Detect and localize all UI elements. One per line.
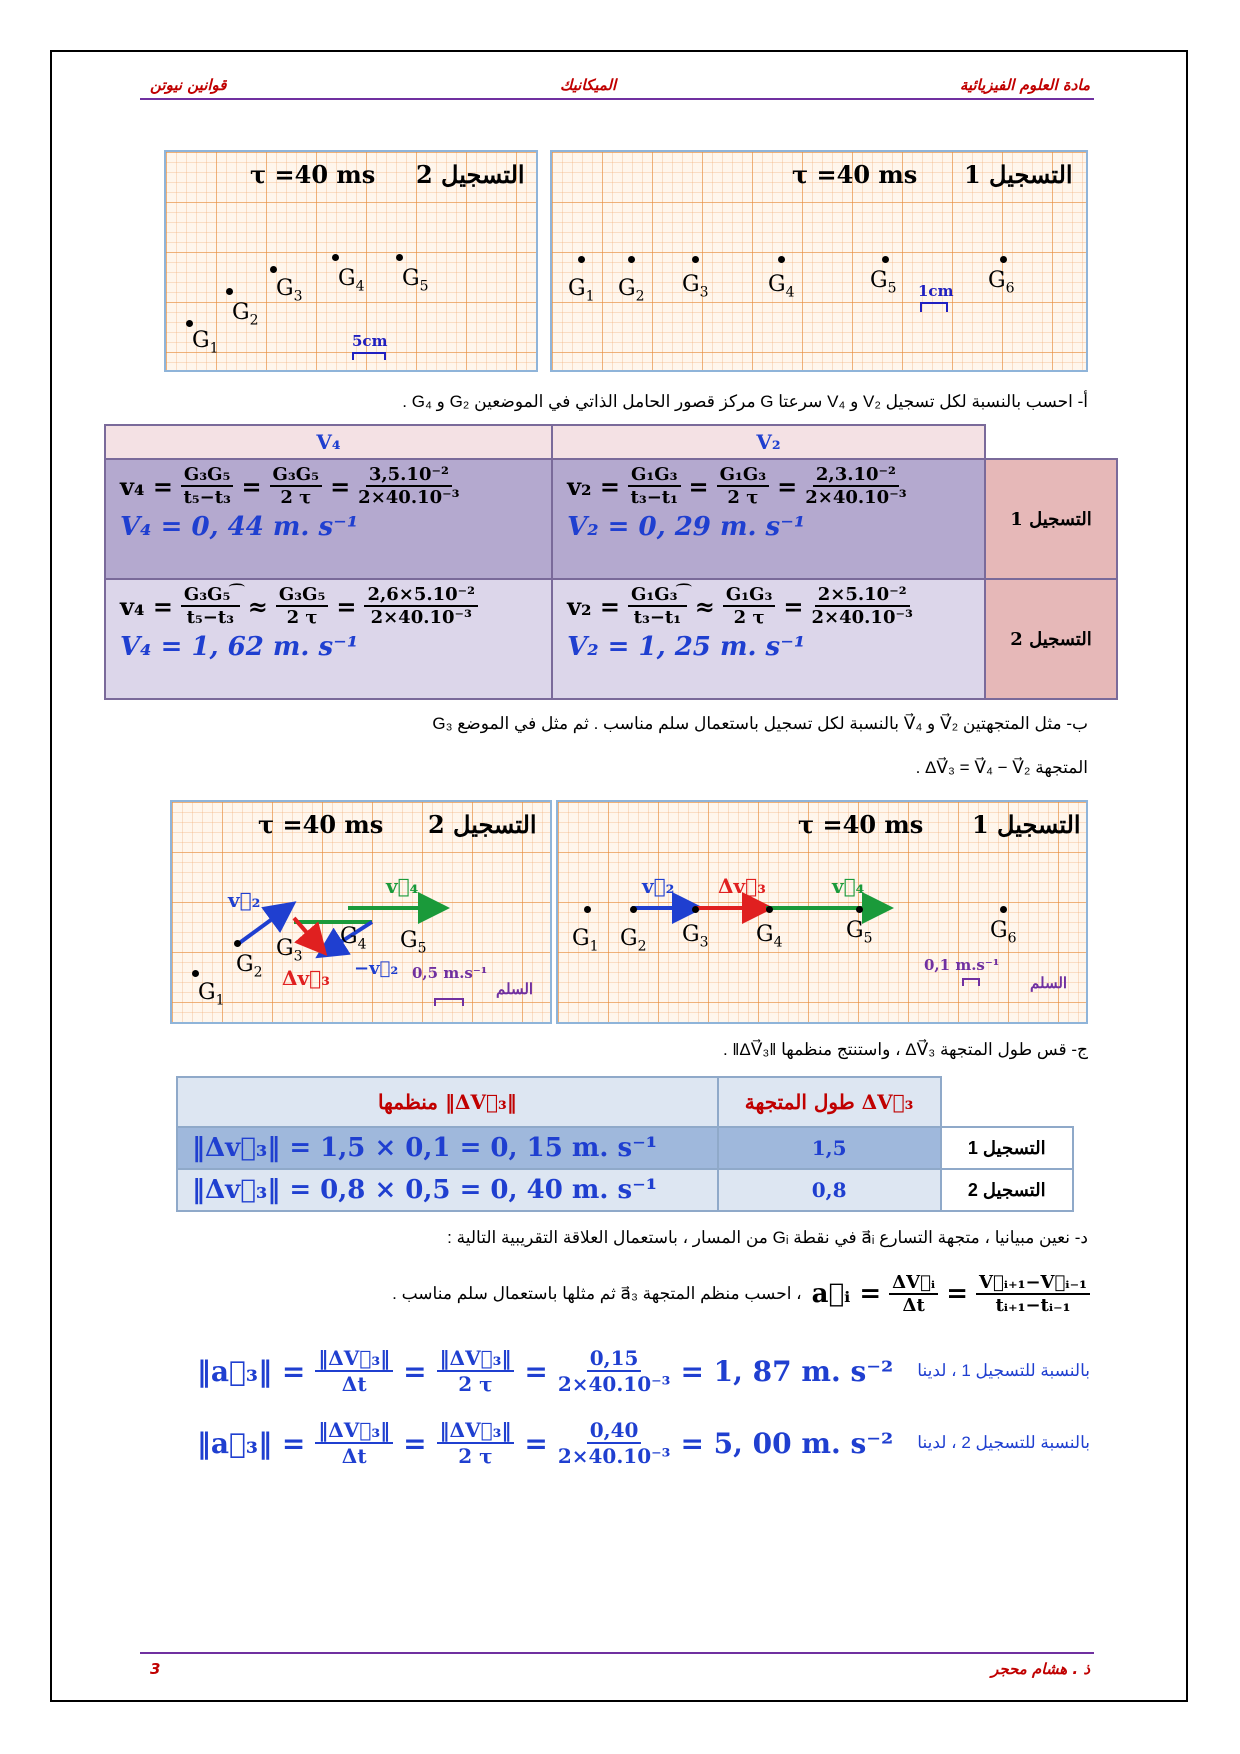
rec2-tau: τ =40 ms xyxy=(250,160,376,189)
question-d-line1: د- نعين مبيانيا ، متجهة التسارع a⃗ᵢ في نقطة Gᵢ من المسار ، باستعمال العلاقة التقريبية التالية : xyxy=(447,1228,1088,1247)
rec1-scale-bar xyxy=(920,302,948,312)
fig2-rec2-scale-word: السلم xyxy=(496,981,534,998)
fig2-rec2-label-g4: $G_4$ xyxy=(340,924,367,953)
rec1-label-g1: $G_1$ xyxy=(568,276,595,305)
col-header-norm: منظمها ‖ΔV⃗₃‖ xyxy=(177,1077,718,1127)
rec1-label: التسجيل 1 xyxy=(964,160,1073,189)
delta-v3-table xyxy=(176,1076,1074,1212)
fig2-rec1-label-g1: $G_1$ xyxy=(572,926,599,955)
rec2-point-g5 xyxy=(396,254,403,261)
accel-intro-rec1: بالنسبة للتسجيل 1 ، لدينا xyxy=(917,1361,1090,1380)
rec2-scale-bar xyxy=(352,352,386,360)
accel-intro-rec2: بالنسبة للتسجيل 2 ، لدينا xyxy=(917,1433,1090,1452)
recording-2-panel xyxy=(164,150,538,372)
rec1-label-g2: $G_2$ xyxy=(618,276,645,305)
fig2-rec2-minus-v2-label: −v⃗₂ xyxy=(354,958,399,979)
fig2-rec1-g2 xyxy=(630,906,637,913)
rec1-v4-cell: v₄ = $\frac{\text{G₃G₅}}{\text{t₅−t₃}}$ = $\frac{\text{G₃G₅}}{2 \tau}$ = $\frac{\text{3,5.10⁻²}}{\text{2×40.10⁻³}}$ V₄ = 0, 44 m. s⁻¹ xyxy=(105,459,552,579)
rec1-point-g5 xyxy=(882,256,889,263)
fig2-rec1-dv3-label: Δv⃗₃ xyxy=(718,874,766,898)
fig2-rec2-g2 xyxy=(234,940,241,947)
rec1-point-g6 xyxy=(1000,256,1007,263)
fig2-rec1-label-g3: $G_3$ xyxy=(682,922,709,951)
page-number: 3 xyxy=(150,1660,161,1678)
row-label-rec1: التسجيل 1 xyxy=(985,459,1117,579)
rec2-label-g2: $G_2$ xyxy=(232,300,259,329)
vectors-rec2-panel xyxy=(170,800,552,1024)
rec1-label-g6: $G_6$ xyxy=(988,268,1015,297)
fig2-rec1-tau: τ =40 ms xyxy=(798,810,924,839)
fig2-rec1-g3 xyxy=(692,906,699,913)
t2-row-label-rec2: التسجيل 2 xyxy=(941,1169,1074,1211)
rec2-length-value: 0,8 xyxy=(718,1169,941,1211)
t2-row-label-rec1: التسجيل 1 xyxy=(941,1127,1074,1169)
fig2-rec1-v4-label: v⃗₄ xyxy=(832,874,865,898)
rec2-label-g4: $G_4$ xyxy=(338,266,365,295)
question-b-line1: ب- مثل المتجهتين V⃗₂ و V⃗₄ بالنسبة لكل تسجيل باستعمال سلم مناسب . ثم مثل في الموضع G₃ xyxy=(432,714,1088,733)
rec2-label: التسجيل 2 xyxy=(416,160,525,189)
header-subject: مادة العلوم الفيزيائية xyxy=(959,76,1090,94)
fig2-rec2-scale-bar xyxy=(434,998,464,1006)
rec1-vector-drawing xyxy=(558,802,1086,1022)
fig2-rec2-label-g1: $G_1$ xyxy=(198,980,225,1009)
velocity-table xyxy=(104,424,1118,700)
fig2-rec1-label-g4: $G_4$ xyxy=(756,922,783,951)
row-label-rec2: التسجيل 2 xyxy=(985,579,1117,699)
fig2-rec2-dv3-label: Δv⃗₃ xyxy=(282,966,330,990)
rec2-point-g3 xyxy=(270,266,277,273)
fig2-rec2-label: التسجيل 2 xyxy=(428,810,537,839)
fig2-rec2-tau: τ =40 ms xyxy=(258,810,384,839)
fig2-rec1-label-g6: $G_6$ xyxy=(990,918,1017,947)
fig2-rec1-scale-bar xyxy=(962,978,980,986)
header-divider xyxy=(140,98,1094,100)
accel-result-rec1: = 1, 87 m. s⁻² xyxy=(680,1354,894,1388)
rec2-v4-cell: v₄ = $\frac{\text{G₃G₅ ͡}}{\text{t₅−t₃}}$ ≈ $\frac{\text{G₃G₅}}{2 \tau}$ = $\frac{\text{2,6×5.10⁻²}}{\text{2×40.10⁻³}}$ V₄ = 1, 62 m. s⁻¹ xyxy=(105,579,552,699)
fig2-rec1-v2-label: v⃗₂ xyxy=(642,874,675,898)
question-d-line2: a⃗ᵢ = $\frac{\text{ΔV⃗ᵢ}}{\Delta t}$ = $\frac{\text{V⃗ᵢ₊₁−V⃗ᵢ₋₁}}{\text{tᵢ₊₁−tᵢ₋₁}}$ ، احسب منظم المتجهة a⃗₃ ثم مثلها باستعمال سلم مناسب . xyxy=(392,1272,1090,1316)
question-c: ج- قس طول المتجهة ΔV⃗₃ ، واستنتج منظمها ‖ΔV⃗₃‖ . xyxy=(722,1040,1088,1059)
rec1-label-g3: $G_3$ xyxy=(682,272,709,301)
fig2-rec1-scale: 0,1 m.s⁻¹ xyxy=(924,956,1000,974)
rec1-point-g4 xyxy=(778,256,785,263)
question-d-text: ، احسب منظم المتجهة a⃗₃ ثم مثلها باستعمال سلم مناسب . xyxy=(392,1284,802,1303)
rec1-v4-result: V₄ = 0, 44 m. s⁻¹ xyxy=(120,512,359,542)
header-unit: الميكانيك xyxy=(560,76,617,94)
question-b-line2: المتجهة ΔV⃗₃ = V⃗₄ − V⃗₂ . xyxy=(915,758,1088,777)
footer-divider xyxy=(140,1652,1094,1654)
rec1-tau: τ =40 ms xyxy=(792,160,918,189)
rec1-scale: 1cm xyxy=(918,282,954,300)
fig2-rec1-label: التسجيل 1 xyxy=(972,810,1081,839)
fig2-rec2-label-g2: $G_2$ xyxy=(236,952,263,981)
col-header-v2: V₂ xyxy=(552,425,985,459)
rec2-v4-result: V₄ = 1, 62 m. s⁻¹ xyxy=(120,632,359,662)
rec1-point-g3 xyxy=(692,256,699,263)
fig2-rec1-g6 xyxy=(1000,906,1007,913)
vectors-rec1-panel xyxy=(556,800,1088,1024)
rec1-length-value: 1,5 xyxy=(718,1127,941,1169)
fig2-rec2-v2-label: v⃗₂ xyxy=(228,888,261,912)
rec2-v2-cell: v₂ = $\frac{\text{G₁G₃ ͡}}{\text{t₃−t₁}}$ ≈ $\frac{\text{G₁G₃}}{2 \tau}$ = $\frac{\text{2×5.10⁻²}}{\text{2×40.10⁻³}}$ V₂ = 1, 25 m. s⁻¹ xyxy=(552,579,985,699)
rec2-point-g1 xyxy=(186,320,193,327)
recording-1-panel xyxy=(550,150,1088,372)
fig2-rec1-scale-word: السلم xyxy=(1030,975,1068,992)
fig2-rec1-g5 xyxy=(856,906,863,913)
rec1-v2-result: V₂ = 0, 29 m. s⁻¹ xyxy=(567,512,806,542)
fig2-rec1-g1 xyxy=(584,906,591,913)
rec2-point-g2 xyxy=(226,288,233,295)
rec1-label-g4: $G_4$ xyxy=(768,272,795,301)
fig2-rec2-scale: 0,5 m.s⁻¹ xyxy=(412,964,488,982)
accel-result-rec2: = 5, 00 m. s⁻² xyxy=(680,1426,894,1460)
rec2-label-g5: $G_5$ xyxy=(402,266,429,295)
question-a: أ- احسب بالنسبة لكل تسجيل V₂ و V₄ سرعتا G مركز قصور الحامل الذاتي في الموضعين G₂ و G₄ . xyxy=(402,392,1088,411)
rec1-point-g2 xyxy=(628,256,635,263)
rec2-label-g3: $G_3$ xyxy=(276,276,303,305)
rec1-point-g1 xyxy=(578,256,585,263)
rec1-v2-cell: v₂ = $\frac{\text{G₁G₃}}{\text{t₃−t₁}}$ = $\frac{\text{G₁G₃}}{2 \tau}$ = $\frac{\text{2,3.10⁻²}}{\text{2×40.10⁻³}}$ V₂ = 0, 29 m. s⁻¹ xyxy=(552,459,985,579)
rec2-norm-value: ‖Δv⃗₃‖ = 0,8 × 0,5 = 0, 40 m. s⁻¹ xyxy=(177,1169,718,1211)
rec2-vector-drawing xyxy=(172,802,550,1022)
rec1-norm-value: ‖Δv⃗₃‖ = 1,5 × 0,1 = 0, 15 m. s⁻¹ xyxy=(177,1127,718,1169)
header-lesson: قوانين نيوتن xyxy=(150,76,227,94)
fig2-rec2-g1 xyxy=(192,970,199,977)
fig2-rec1-label-g2: $G_2$ xyxy=(620,926,647,955)
footer-author: ذ . هشام محجر xyxy=(991,1660,1090,1678)
rec2-point-g4 xyxy=(332,254,339,261)
fig2-rec2-label-g3: $G_3$ xyxy=(276,936,303,965)
fig2-rec2-v4-label: v⃗₄ xyxy=(386,874,419,898)
rec2-v2-result: V₂ = 1, 25 m. s⁻¹ xyxy=(567,632,806,662)
rec2-scale: 5cm xyxy=(352,332,388,350)
col-header-length: طول المتجهة ΔV⃗₃ xyxy=(718,1077,941,1127)
fig2-rec2-label-g5: $G_5$ xyxy=(400,928,427,957)
rec1-label-g5: $G_5$ xyxy=(870,268,897,297)
fig2-rec1-label-g5: $G_5$ xyxy=(846,918,873,947)
accel-calc-rec2: ‖a⃗₃‖ = $\frac{\text{‖ΔV⃗₃‖}}{\Delta t}$ = $\frac{\text{‖ΔV⃗₃‖}}{2 \tau}$ = $\frac{0,40}{\text{2×40.10⁻³}}$ = 5, 00 m. s⁻² بالنسبة للتسجيل 2 ، لدينا xyxy=(196,1418,1090,1468)
rec2-label-g1: $G_1$ xyxy=(192,328,219,357)
fig2-rec1-g4 xyxy=(766,906,773,913)
col-header-v4: V₄ xyxy=(105,425,552,459)
accel-calc-rec1: ‖a⃗₃‖ = $\frac{\text{‖ΔV⃗₃‖}}{\Delta t}$ = $\frac{\text{‖ΔV⃗₃‖}}{2 \tau}$ = $\frac{0,15}{\text{2×40.10⁻³}}$ = 1, 87 m. s⁻² بالنسبة للتسجيل 1 ، لدينا xyxy=(196,1346,1090,1396)
